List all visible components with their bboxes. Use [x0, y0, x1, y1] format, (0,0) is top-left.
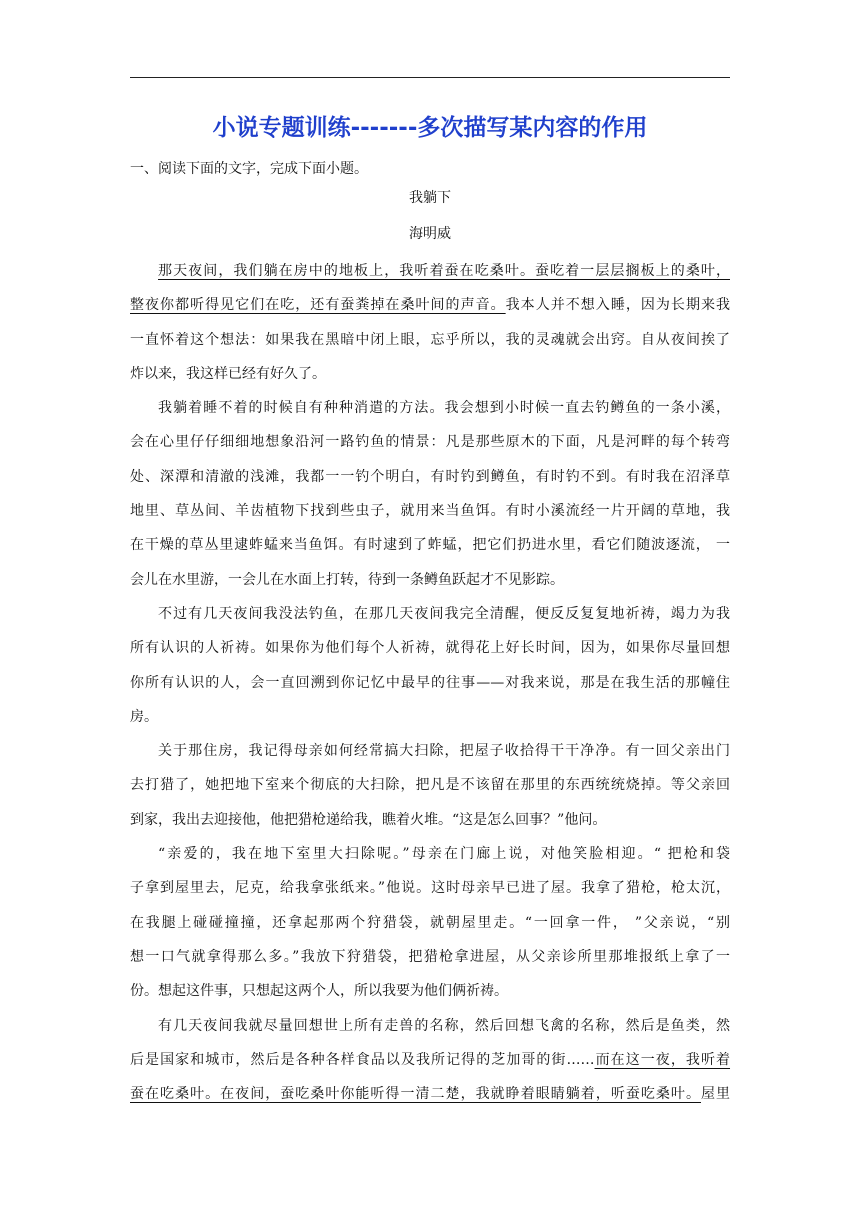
text-line — [130, 288, 730, 322]
underlined-text: 那天夜间，我们躺在房中的地板上，我听着蚕在吃桑叶。蚕吃着一层层搁板上的桑叶， — [158, 263, 730, 279]
line-text: 关于那住房，我记得母亲如何经常搞大扫除，把屋子收拾得干干净净。有一回父亲出门 — [158, 743, 730, 760]
line-text: 去打猎了，她把地下室来个彻底的大扫除，把凡是不该留在那里的东西统统烧掉。等父亲回 — [130, 777, 730, 794]
text-line — [130, 734, 730, 768]
header-rule — [130, 77, 730, 78]
line-text: 在干燥的草丛里逮蚱蜢来当鱼饵。有时逮到了蚱蜢，把它们扔进水里，看它们随波逐流， 一 — [130, 537, 730, 554]
text-line — [130, 357, 730, 391]
line-text: 份。想起这件事，只想起这两个人，所以我要为他们俩祈祷。 — [130, 983, 508, 1000]
text-line — [130, 666, 730, 700]
text-line — [130, 323, 730, 357]
underlined-text: 而在这一夜，我听着 — [594, 1051, 731, 1068]
text-line — [130, 391, 730, 425]
text-line — [130, 563, 730, 597]
text-line — [130, 906, 730, 940]
text-line — [130, 425, 730, 459]
line-text: 所有认识的人祈祷。如果你为他们每个人祈祷，就得花上好长时间，因为，如果你尽量回想 — [130, 640, 730, 657]
story-title: 我躺下 — [409, 190, 451, 206]
section-heading: 一、阅读下面的文字，完成下面小题。 — [130, 161, 368, 177]
line-text: 房。 — [130, 708, 158, 725]
line-text: 想一口气就拿得那么多。”我放下狩猎袋，把猎枪拿进屋，从父亲诊所里那堆报纸上拿了一 — [130, 948, 730, 965]
line-text: 一直怀着这个想法：如果我在黑暗中闭上眼，忘乎所以，我的灵魂就会出窍。自从夜间挨了 — [130, 331, 730, 348]
text-line — [130, 597, 730, 631]
text-line — [130, 631, 730, 665]
text-line — [130, 768, 730, 802]
line-text: 地里、草丛间、羊齿植物下找到些虫子，就用来当鱼饵。有时小溪流经一片开阔的草地，我 — [130, 503, 730, 520]
line-text: 会在心里仔仔细细地想象沿河一路钓鱼的情景：凡是那些原木的下面，凡是河畔的每个转弯 — [130, 434, 730, 451]
text-line — [130, 1009, 730, 1043]
underlined-text: 整夜你都听得见它们在吃，还有蚕粪掉在桑叶间的声音。 — [130, 297, 506, 314]
text-line — [130, 460, 730, 494]
text-line — [130, 837, 730, 871]
line-text: 你所有认识的人，会一直回溯到你记忆中最早的往事——对我来说，那是在我生活的那幢住 — [130, 674, 730, 691]
line-text: 子拿到屋里去，尼克，给我拿张纸来。”他说。这时母亲早已进了屋。我拿了猎枪，枪太沉， — [130, 880, 730, 897]
document-title: 小说专题训练-------多次描写某内容的作用 — [212, 115, 648, 141]
text-line — [130, 803, 730, 837]
line-text: 我躺着睡不着的时候自有种种消遣的方法。我会想到小时候一直去钓鳟鱼的一条小溪， — [158, 400, 730, 417]
text-line — [130, 700, 730, 734]
text-line — [130, 974, 730, 1008]
text-line — [130, 254, 730, 288]
line-text: 我本人并不想入睡，因为长期来我 — [505, 297, 730, 314]
line-text: 有几天夜间我就尽量回想世上所有走兽的名称，然后回想飞禽的名称，然后是鱼类，然 — [158, 1017, 730, 1034]
line-text: 不过有几天夜间我没法钓鱼，在那几天夜间我完全清醒，便反反复复地祈祷，竭力为我 — [158, 605, 730, 622]
text-line — [130, 1043, 730, 1077]
line-text: 屋里 — [700, 1086, 731, 1103]
line-text: 处、深潭和清澈的浅滩，我都一一钓个明白，有时钓到鳟鱼，有时钓不到。有时我在沼泽草 — [130, 468, 730, 485]
line-text: 炸以来，我这样已经有好久了。 — [130, 365, 326, 382]
story-body — [130, 254, 730, 1111]
text-line — [130, 940, 730, 974]
text-line — [130, 871, 730, 905]
text-line — [130, 1077, 730, 1111]
line-text: 会儿在水里游，一会儿在水面上打转，待到一条鳟鱼跃起才不见影踪。 — [130, 571, 564, 588]
text-line — [130, 528, 730, 562]
underlined-text: 蚕在吃桑叶。在夜间，蚕吃桑叶你能听得一清二楚，我就睁着眼睛躺着，听蚕吃桑叶。 — [130, 1086, 701, 1103]
line-text: 在我腿上碰碰撞撞，还拿起那两个狩猎袋，就朝屋里走。“一回拿一件， ”父亲说，“别 — [130, 914, 730, 931]
line-text: 后是国家和城市，然后是各种各样食品以及我所记得的芝加哥的街…… — [130, 1051, 595, 1068]
text-line — [130, 494, 730, 528]
line-text: “亲爱的，我在地下室里大扫除呢。”母亲在门廊上说，对他笑脸相迎。“ 把枪和袋 — [158, 846, 730, 863]
author-name: 海明威 — [409, 226, 451, 242]
line-text: 到家，我出去迎接他，他把猎枪递给我，瞧着火堆。“这是怎么回事？”他问。 — [130, 811, 607, 828]
